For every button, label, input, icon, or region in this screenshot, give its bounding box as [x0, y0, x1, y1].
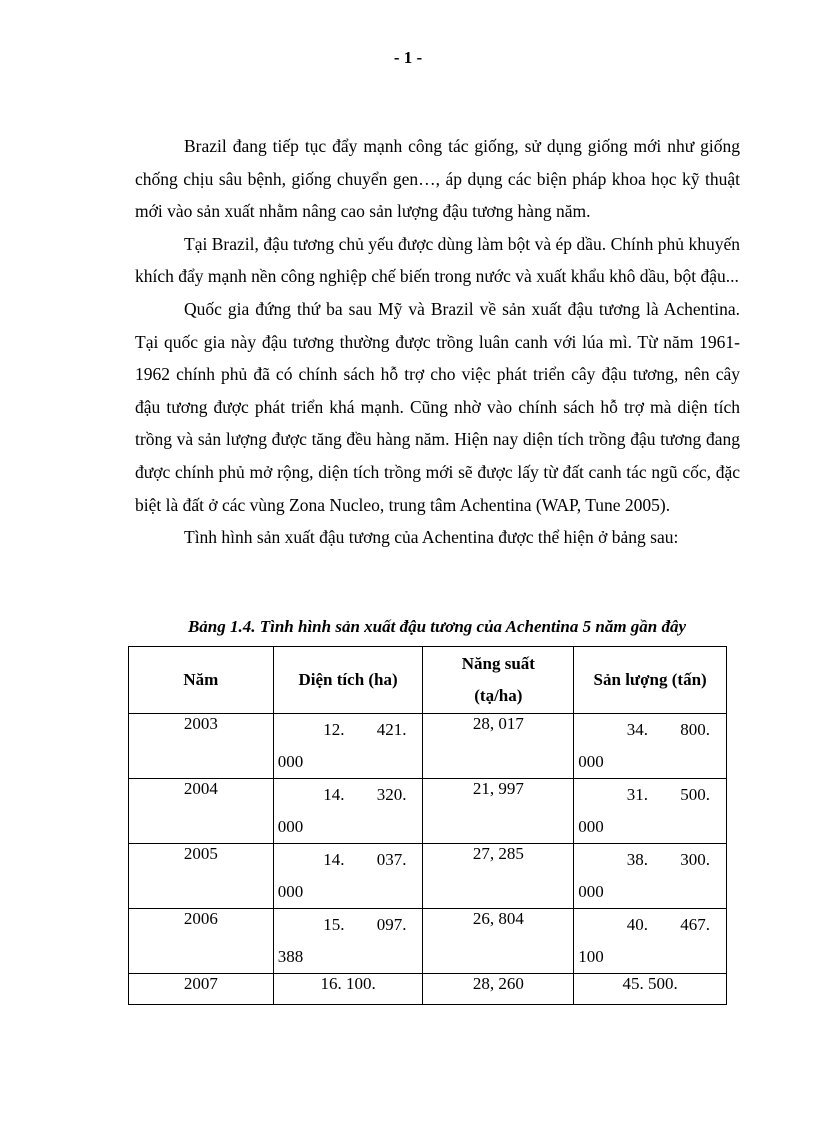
- cell-area-line1: 12. 421.: [323, 720, 407, 739]
- header-output: Sản lượng (tấn): [574, 647, 727, 714]
- cell-area-line1: 14. 037.: [323, 850, 407, 869]
- cell-year: 2005: [129, 844, 274, 909]
- cell-area: 16. 100.: [273, 974, 423, 1005]
- cell-yield: 26, 804: [423, 909, 574, 974]
- header-year: Năm: [129, 647, 274, 714]
- table-row: [129, 844, 727, 909]
- cell-area: [273, 779, 423, 844]
- cell-output-line2: 000: [578, 882, 604, 901]
- cell-area-line1: 15. 097.: [323, 915, 407, 934]
- paragraph-brazil-breeding: Brazil đang tiếp tục đẩy mạnh công tác giống, sử dụng giống mới như giống chống chịu sâu bệnh, giống chuyển gen…, áp dụng các biện pháp khoa học kỹ thuật mới vào sản xuất nhằm nâng cao sản lượng đậu tương hàng năm.: [135, 136, 740, 222]
- cell-output-line2: 100: [578, 947, 604, 966]
- cell-output-line2: 000: [578, 752, 604, 771]
- cell-yield: 28, 260: [423, 974, 574, 1005]
- paragraph-table-intro: Tình hình sản xuất đậu tương của Achentina được thể hiện ở bảng sau:: [184, 527, 679, 548]
- header-yield-line2: (tạ/ha): [474, 686, 523, 705]
- cell-output: [574, 779, 727, 844]
- cell-output: [574, 909, 727, 974]
- cell-area-line2: 388: [277, 947, 304, 966]
- cell-output-line1: 31. 500.: [626, 785, 710, 804]
- cell-yield: 28, 017: [423, 714, 574, 779]
- cell-area: [273, 844, 423, 909]
- cell-area-line2: 000: [277, 752, 304, 771]
- cell-area-line1: 14. 320.: [323, 785, 407, 804]
- cell-output: [574, 844, 727, 909]
- cell-area: [273, 714, 423, 779]
- cell-output-line1: 38. 300.: [626, 850, 710, 869]
- cell-area-line2: 000: [277, 882, 304, 901]
- table-row: [129, 779, 727, 844]
- cell-area-line2: 000: [277, 817, 304, 836]
- page-number: - 1 -: [393, 48, 423, 67]
- table-caption: Bảng 1.4. Tình hình sản xuất đậu tương của Achentina 5 năm gần đây: [187, 617, 687, 636]
- paragraph-argentina: Quốc gia đứng thứ ba sau Mỹ và Brazil về sản xuất đậu tương là Achentina. Tại quốc gia này đậu tương thường được trồng luân canh với lúa mì. Từ năm 1961- 1962 chính phủ đã có chính sách hỗ trợ cho việc phát triển cây đậu tương, nên cây đậu tương được phát triển khá mạnh. Cũng nhờ vào chính sách hỗ trợ mà diện tích trồng và sản lượng được tăng đều hàng năm. Hiện nay diện tích trồng đậu tương đang được chính phủ mở rộng, diện tích trồng mới sẽ được lấy từ đất canh tác ngũ cốc, đặc biệt là đất ở các vùng Zona Nucleo, trung tâm Achentina (WAP, Tune 2005).: [135, 298, 740, 515]
- header-yield-line1: Năng suất: [461, 654, 535, 673]
- cell-output-line1: 34. 800.: [626, 720, 710, 739]
- cell-output-line2: 000: [578, 817, 604, 836]
- table-row: [129, 909, 727, 974]
- cell-output: 45. 500.: [574, 974, 727, 1005]
- cell-output: [574, 714, 727, 779]
- table-header-row: [129, 647, 727, 714]
- cell-year: 2004: [129, 779, 274, 844]
- table-row: [129, 714, 727, 779]
- header-yield: [423, 647, 574, 714]
- cell-yield: 21, 997: [423, 779, 574, 844]
- cell-yield: 27, 285: [423, 844, 574, 909]
- production-table: [128, 646, 727, 1005]
- table-row: [129, 974, 727, 1005]
- cell-year: 2003: [129, 714, 274, 779]
- cell-output-line1: 40. 467.: [626, 915, 710, 934]
- header-area: Diện tích (ha): [273, 647, 423, 714]
- cell-area: [273, 909, 423, 974]
- body-text: [135, 130, 740, 554]
- cell-year: 2007: [129, 974, 274, 1005]
- cell-year: 2006: [129, 909, 274, 974]
- paragraph-brazil-processing: Tại Brazil, đậu tương chủ yếu được dùng làm bột và ép dầu. Chính phủ khuyến khích đẩy mạnh nền công nghiệp chế biến trong nước và xuất khẩu khô dầu, bột đậu...: [135, 233, 740, 287]
